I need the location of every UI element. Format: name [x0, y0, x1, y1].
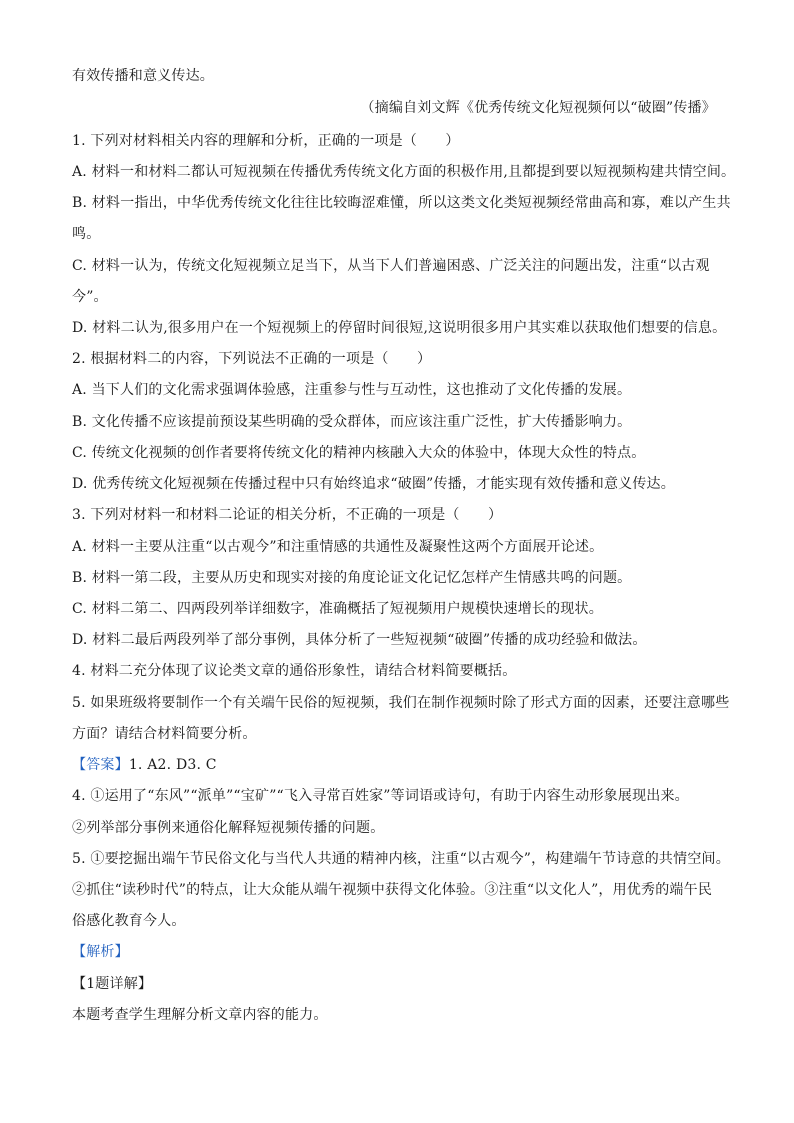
analysis-q1-heading: 【1题详解】 — [72, 976, 153, 992]
q2-option-c: C. 传统文化视频的创作者要将传统文化的精神内核融入大众的体验中，体现大众性的特点。 — [72, 445, 646, 461]
q2-option-a: A. 当下人们的文化需求强调体验感，注重参与性与互动性，这也推动了文化传播的发展。 — [72, 382, 632, 398]
q2-option-b: B. 文化传播不应该提前预设某些明确的受众群体，而应该注重广泛性，扩大传播影响力。 — [72, 414, 632, 430]
q3-option-c: C. 材料二第二、四两段列举详细数字，准确概括了短视频用户规模快速增长的现状。 — [72, 601, 603, 617]
q5-stem-line1: 5. 如果班级将要制作一个有关端午民俗的短视频，我们在制作视频时除了形式方面的因素，还要注意哪些 — [72, 695, 730, 711]
analysis-tag: 【解析】 — [72, 944, 129, 960]
q1-option-b-line1: B. 材料一指出，中华优秀传统文化往往比较晦涩难懂，所以这类文化类短视频经常曲高和寡，难以产生共 — [72, 195, 731, 211]
passage-tail: 有效传播和意义传达。 — [72, 68, 214, 84]
q2-option-d: D. 优秀传统文化短视频在传播过程中只有始终追求“破圈”传播，才能实现有效传播和意义传达。 — [72, 476, 675, 492]
answer-row — [72, 755, 732, 775]
q2-stem: 2. 根据材料二的内容，下列说法不正确的一项是（ ） — [72, 351, 432, 367]
answer-5-line2: ②抓住“读秒时代”的特点，让大众能从端午视频中获得文化体验。③注重“以文化人”，用优秀的端午民 — [72, 882, 713, 898]
q3-option-a: A. 材料一主要从注重“以古观今”和注重情感的共通性及凝聚性这两个方面展开论述。 — [72, 539, 604, 555]
q1-option-c-line2: 今”。 — [72, 289, 108, 305]
q1-option-d: D. 材料二认为,很多用户在一个短视频上的停留时间很短,这说明很多用户其实难以获取他们想要的信息。 — [72, 320, 727, 336]
answer-choices: 1. A2. D3. C — [128, 757, 217, 773]
q3-stem: 3. 下列对材料一和材料二论证的相关分析，不正确的一项是（ ） — [72, 507, 503, 523]
analysis-q1-text: 本题考查学生理解分析文章内容的能力。 — [72, 1007, 328, 1023]
passage-source: （摘编自刘文辉《优秀传统文化短视频何以“破圈”传播》 — [360, 100, 716, 116]
q1-option-b-line2: 鸣。 — [72, 226, 101, 242]
q1-option-c-line1: C. 材料一认为，传统文化短视频立足当下，从当下人们普遍困惑、广泛关注的问题出发，注重“以古观 — [72, 258, 710, 274]
q4-stem: 4. 材料二充分体现了议论类文章的通俗形象性，请结合材料简要概括。 — [72, 663, 517, 679]
answer-5-line1: 5. ①要挖掘出端午节民俗文化与当代人共通的精神内核，注重“以古观今”，构建端午节诗意的共情空间。 — [72, 851, 730, 867]
q3-option-d: D. 材料二最后两段列举了部分事例，具体分析了一些短视频“破圈”传播的成功经验和做法。 — [72, 632, 647, 648]
q1-option-a: A. 材料一和材料二都认可短视频在传播优秀传统文化方面的积极作用,且都提到要以短视频构建共情空间。 — [72, 164, 736, 180]
answer-tag: 【答案】 — [72, 757, 129, 773]
answer-4-line1: 4. ①运用了“东风”“派单”“宝矿”“飞入寻常百姓家”等词语或诗句，有助于内容生动形象展现出来。 — [72, 788, 689, 804]
q5-stem-line2: 方面？请结合材料简要分析。 — [72, 726, 257, 742]
answer-4-line2: ②列举部分事例来通俗化解释短视频传播的问题。 — [72, 820, 385, 836]
q3-option-b: B. 材料一第二段，主要从历史和现实对接的角度论证文化记忆怎样产生情感共鸣的问题。 — [72, 570, 632, 586]
answer-5-line3: 俗感化教育今人。 — [72, 913, 186, 929]
q1-stem: 1. 下列对材料相关内容的理解和分析，正确的一项是（ ） — [72, 133, 460, 149]
